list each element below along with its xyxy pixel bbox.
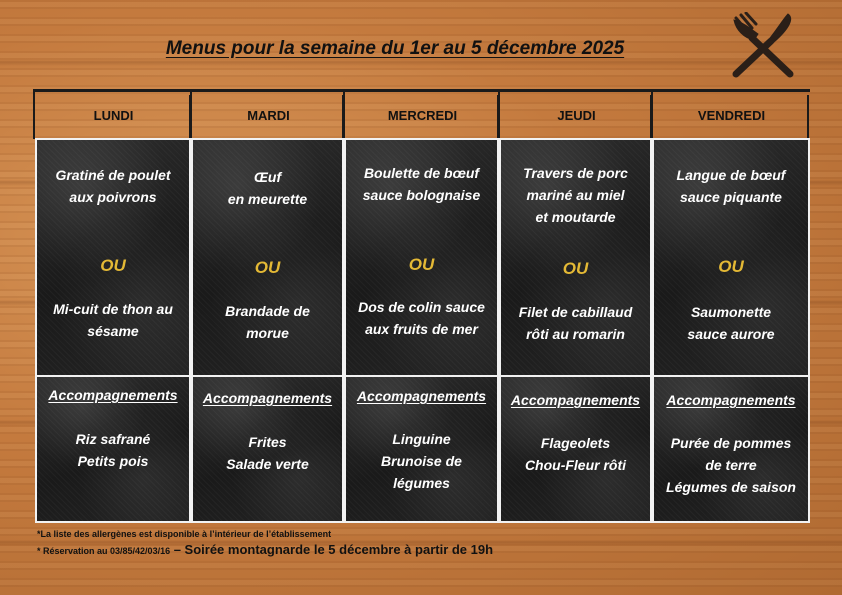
page-title: Menus pour la semaine du 1er au 5 décembre 2025 (165, 38, 625, 59)
side-dishes: Purée de pommes de terre Légumes de saison (666, 435, 796, 495)
or-label: OU (254, 258, 281, 277)
main-dishes-lundi (37, 140, 189, 375)
accompaniments-title: Accompagnements (666, 392, 796, 408)
accompaniments-title: Accompagnements (202, 390, 333, 406)
main-dishes-mercredi (346, 140, 497, 375)
dish-option-1: Œuf en meurette (227, 169, 308, 207)
sides-vendredi (654, 377, 808, 521)
day-header-lundi: LUNDI (33, 92, 192, 139)
menu-grid (33, 89, 810, 523)
dish-option-1: Gratiné de poulet aux poivrons (55, 167, 171, 205)
dish-option-1: Langue de bœuf sauce piquante (676, 167, 786, 205)
sides-mercredi (346, 377, 497, 521)
dish-option-1: Travers de porc mariné au miel et moutarde (523, 165, 628, 225)
reservation-note (37, 542, 493, 557)
day-header-vendredi: VENDREDI (651, 92, 810, 139)
sides-lundi (37, 377, 189, 521)
day-header-row (33, 89, 810, 139)
day-header-jeudi: JEUDI (498, 92, 653, 139)
dish-option-2: Dos de colin sauce aux fruits de mer (358, 299, 485, 337)
fork-knife-icon (728, 12, 796, 78)
event-announcement: – Soirée montagnarde le 5 décembre à partir de 19h (170, 542, 494, 557)
dish-option-1: Boulette de bœuf sauce bolognaise (362, 165, 481, 203)
main-dishes-jeudi (501, 140, 650, 375)
accompaniments-title: Accompagnements (510, 392, 641, 408)
reservation-phone: * Réservation au 03/85/42/03/16 (37, 546, 171, 556)
day-header-mercredi: MERCREDI (343, 92, 500, 139)
main-dishes-mardi (193, 140, 342, 375)
or-label: OU (718, 257, 744, 276)
day-header-mardi: MARDI (190, 92, 345, 139)
dish-option-2: Filet de cabillaud rôti au romarin (518, 304, 633, 342)
side-dishes: Flageolets Chou-Fleur rôti (524, 435, 627, 473)
allergens-note: *La liste des allergènes est disponible à l’intérieur de l’établissement (37, 529, 332, 539)
dish-option-2: Brandade de morue (225, 303, 310, 341)
side-dishes: Riz safrané Petits pois (75, 431, 151, 469)
or-label: OU (408, 255, 435, 274)
sides-jeudi (501, 377, 650, 521)
accompaniments-title: Accompagnements (356, 388, 487, 404)
main-dishes-vendredi (654, 140, 808, 375)
dish-option-2: Mi-cuit de thon au sésame (53, 301, 173, 339)
side-dishes: Linguine Brunoise de légumes (381, 431, 462, 491)
or-label: OU (100, 256, 126, 275)
sides-mardi (193, 377, 342, 521)
side-dishes: Frites Salade verte (226, 434, 309, 472)
or-label: OU (562, 259, 589, 278)
accompaniments-title: Accompagnements (48, 387, 178, 403)
chalkboard (35, 138, 810, 523)
dish-option-2: Saumonette sauce aurore (687, 304, 775, 342)
